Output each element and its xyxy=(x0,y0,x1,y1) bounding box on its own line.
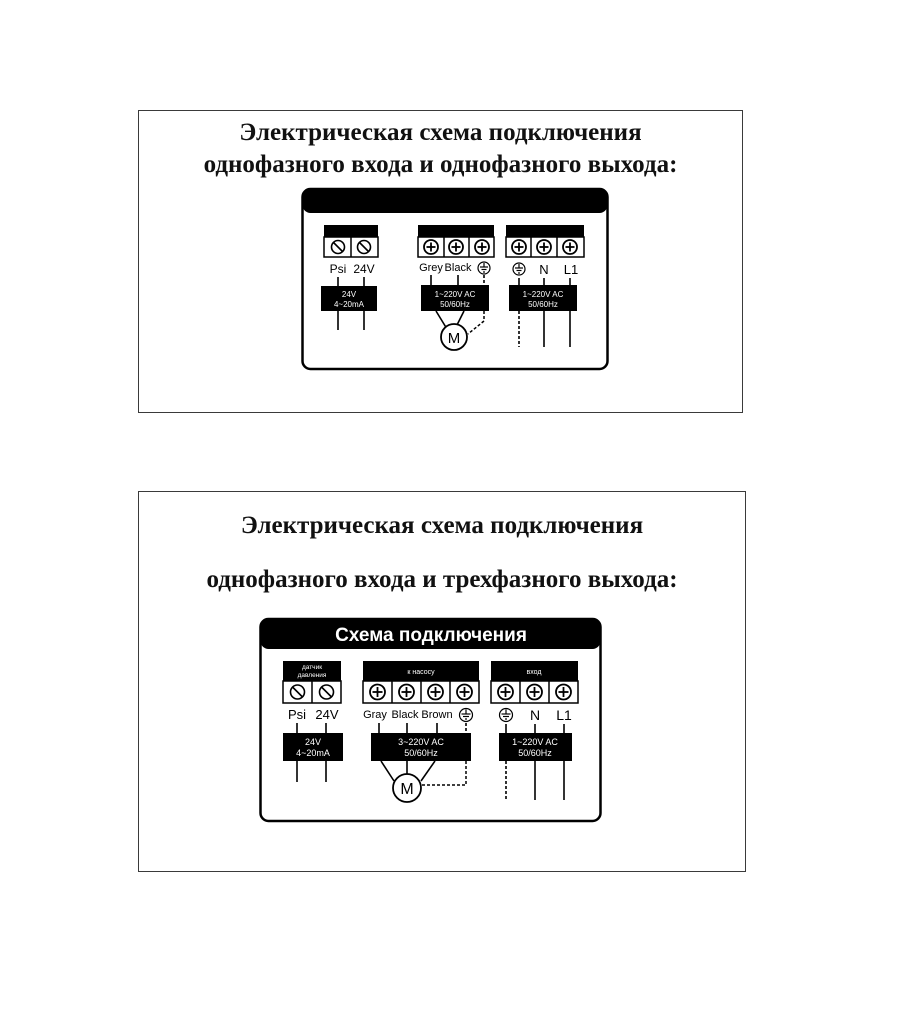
terminal-label-black: Black xyxy=(444,262,472,274)
three-phase-wiring-diagram xyxy=(259,617,609,827)
pump-box-line-2: 50/60Hz xyxy=(404,748,438,758)
ground-icon xyxy=(460,709,473,722)
plus-screw-icon xyxy=(512,240,526,254)
terminal-label-grey: Grey xyxy=(419,262,443,274)
panel-title-line-2: однофазного входа и однофазного выхода: xyxy=(203,151,678,178)
plus-screw-icon xyxy=(370,685,385,700)
plus-screw-icon xyxy=(556,685,571,700)
sensor-box-line-2: 4~20mA xyxy=(333,300,365,309)
input-box-line-1: 1~220V AC xyxy=(522,290,564,299)
terminal-label-l1: L1 xyxy=(563,262,579,277)
pump-box-line-1: 1~220V AC xyxy=(434,290,476,299)
plus-screw-icon xyxy=(457,685,472,700)
three-phase-output-panel xyxy=(138,491,746,872)
ground-icon xyxy=(513,263,525,275)
panel-title-line-1: Электрическая схема подключения xyxy=(239,119,642,146)
ground-icon xyxy=(500,709,513,722)
terminal-label-n: N xyxy=(539,262,549,277)
input-box-line-2: 50/60Hz xyxy=(518,748,552,758)
ground-icon xyxy=(478,262,490,274)
motor-label: M xyxy=(447,330,461,347)
slot-screw-icon xyxy=(320,685,334,699)
diagram-header-bar xyxy=(303,189,608,213)
terminal-label-gray: Gray xyxy=(363,709,387,721)
slot-screw-icon xyxy=(291,685,305,699)
terminal-label-psi: Psi xyxy=(329,262,347,276)
pump-header: к насосу xyxy=(407,669,435,676)
plus-screw-icon xyxy=(527,685,542,700)
sensor-box-line-1: 24V xyxy=(341,290,357,299)
plus-screw-icon xyxy=(449,240,463,254)
slot-screw-icon xyxy=(332,241,345,254)
slot-screw-icon xyxy=(358,241,371,254)
terminal-label-24v: 24V xyxy=(353,262,375,276)
sensor-header-line-1: датчик xyxy=(301,664,323,671)
terminal-label-24v: 24V xyxy=(315,707,339,722)
terminal-label-l1: L1 xyxy=(556,707,572,723)
input-box-line-1: 1~220V AC xyxy=(512,737,558,747)
single-phase-output-panel xyxy=(138,110,743,413)
panel-title-line-1: Электрическая схема подключения xyxy=(240,512,644,539)
terminal-label-black: Black xyxy=(391,709,419,721)
diagram-header-text: Схема подключения xyxy=(335,625,527,646)
motor-label: M xyxy=(400,781,414,798)
panel-title-line-2: однофазного входа и трехфазного выхода: xyxy=(206,566,678,593)
input-header: вход xyxy=(526,669,542,676)
sensor-box-line-1: 24V xyxy=(304,737,322,747)
plus-screw-icon xyxy=(428,685,443,700)
plus-screw-icon xyxy=(475,240,489,254)
terminal-label-n: N xyxy=(529,707,541,723)
sensor-box-line-2: 4~20mA xyxy=(296,748,330,758)
terminal-label-brown: Brown xyxy=(421,709,453,721)
single-phase-wiring-diagram xyxy=(301,187,611,377)
sensor-header-line-2: давления xyxy=(297,672,327,679)
plus-screw-icon xyxy=(399,685,414,700)
plus-screw-icon xyxy=(424,240,438,254)
terminal-label-psi: Psi xyxy=(287,707,307,722)
pump-box-line-2: 50/60Hz xyxy=(440,300,470,309)
input-box-line-2: 50/60Hz xyxy=(528,300,558,309)
plus-screw-icon xyxy=(498,685,513,700)
plus-screw-icon xyxy=(563,240,577,254)
pump-box-line-1: 3~220V AC xyxy=(398,737,444,747)
plus-screw-icon xyxy=(537,240,551,254)
